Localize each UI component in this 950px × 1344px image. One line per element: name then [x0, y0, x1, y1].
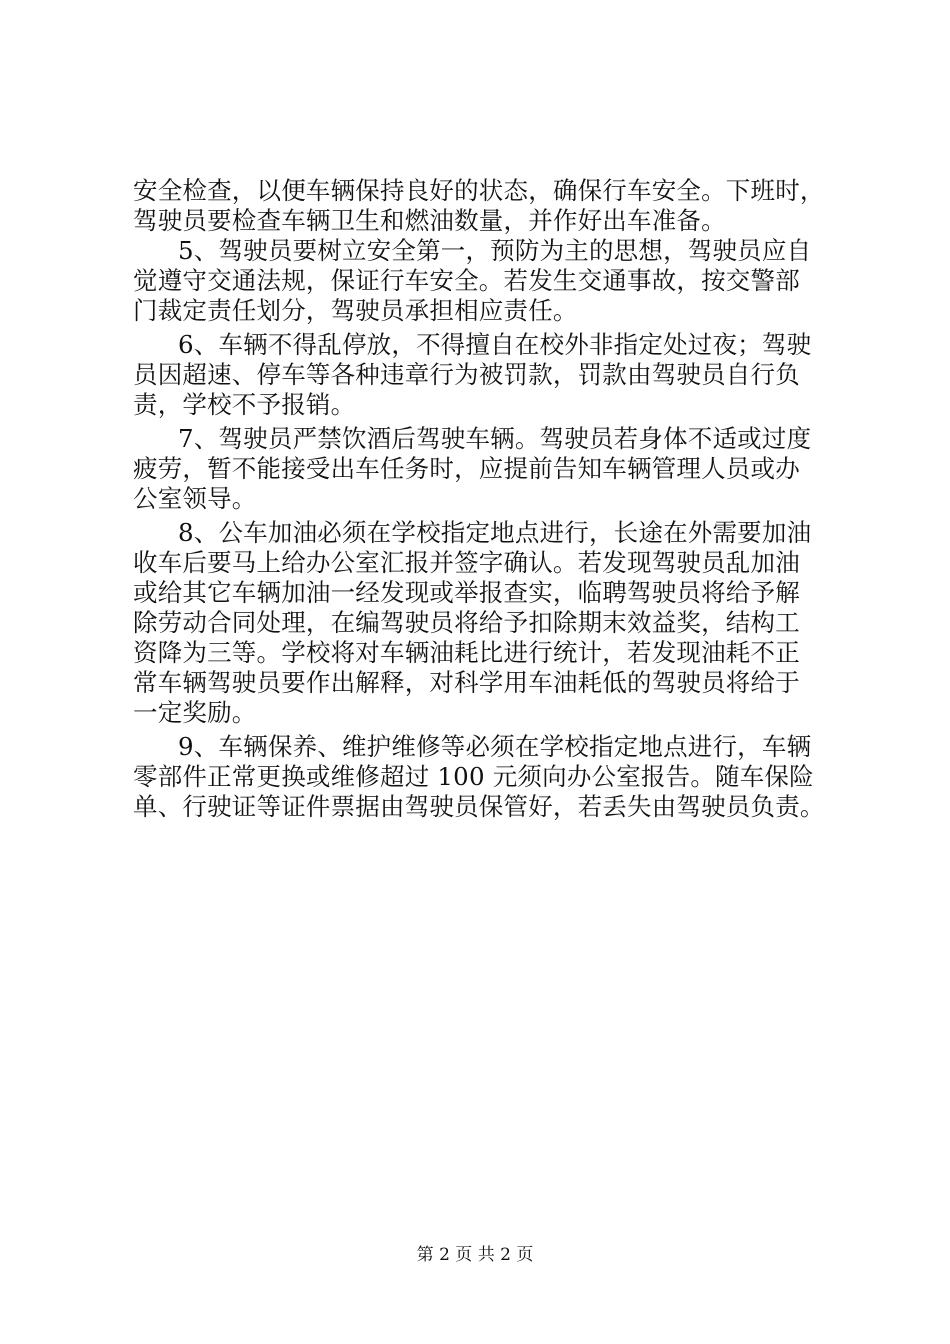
paragraph-9-first-line: 9、车辆保养、维护维修等必须在学校指定地点进行，车辆: [178, 732, 812, 761]
text-line: 常车辆驾驶员要作出解释，对科学用车油耗低的驾驶员将给于: [133, 668, 800, 697]
paragraph-8-first-line: 8、公车加油必须在学校指定地点进行，长途在外需要加油: [178, 518, 812, 547]
text-line: 除劳动合同处理，在编驾驶员将给予扣除期末效益奖，结构工: [133, 608, 800, 637]
text-line: 驾驶员要检查车辆卫生和燃油数量，并作好出车准备。: [133, 206, 726, 235]
text-line: 收车后要马上给办公室汇报并签字确认。若发现驾驶员乱加油: [133, 548, 800, 577]
text-line: 或给其它车辆加油一经发现或举报查实，临聘驾驶员将给予解: [133, 578, 800, 607]
text-line: 门裁定责任划分，驾驶员承担相应责任。: [133, 296, 578, 325]
text-line: 员因超速、停车等各种违章行为被罚款，罚款由驾驶员自行负: [133, 360, 800, 389]
text-line: 单、行驶证等证件票据由驾驶员保管好，若丢失由驾驶员负责。: [133, 792, 825, 821]
page-number-footer: 第 2 页 共 2 页: [416, 1245, 534, 1265]
text-line: 一定奖励。: [133, 698, 257, 727]
text-line: 资降为三等。学校将对车辆油耗比进行统计，若发现油耗不正: [133, 638, 800, 667]
text-line: 安全检查，以便车辆保持良好的状态，确保行车安全。下班时，: [133, 176, 825, 205]
text-line: 疲劳，暂不能接受出车任务时，应提前告知车辆管理人员或办: [133, 454, 800, 483]
text-line: 零部件正常更换或维修超过 100 元须向办公室报告。随车保险: [133, 762, 814, 791]
paragraph-6-first-line: 6、车辆不得乱停放，不得擅自在校外非指定处过夜；驾驶: [178, 330, 812, 359]
text-line: 责，学校不予报销。: [133, 390, 356, 419]
paragraph-7-first-line: 7、驾驶员严禁饮酒后驾驶车辆。驾驶员若身体不适或过度: [178, 424, 812, 453]
text-line: 公室领导。: [133, 484, 257, 513]
text-line: 觉遵守交通法规，保证行车安全。若发生交通事故，按交警部: [133, 266, 800, 295]
paragraph-5-first-line: 5、驾驶员要树立安全第一，预防为主的思想，驾驶员应自: [178, 236, 812, 265]
